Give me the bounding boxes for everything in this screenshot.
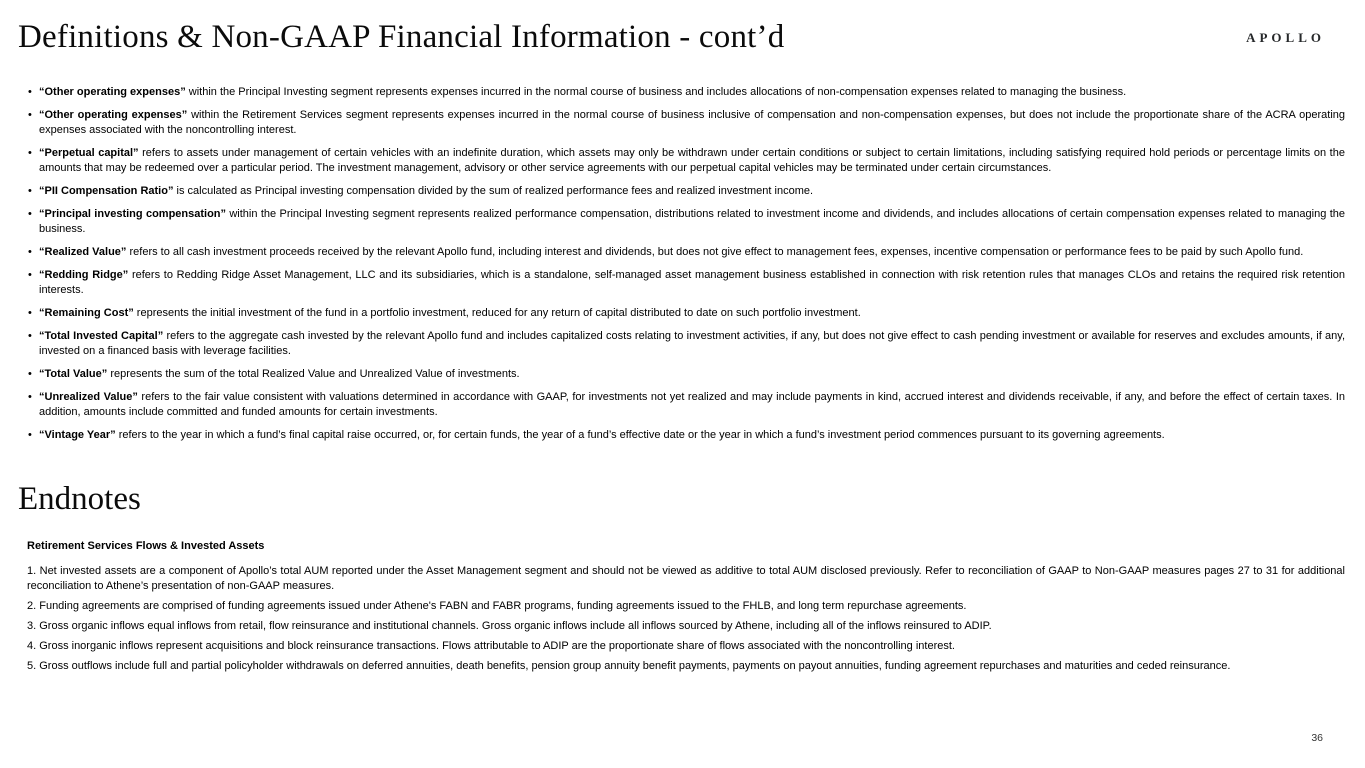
endnotes-list: [27, 564, 1345, 674]
definition-item: [27, 245, 1345, 260]
definition-text: within the Principal Investing segment represents realized performance compensation, distributions related to investment income and dividends, and includes allocations of certain compensation expenses related to managing the business.: [39, 208, 1345, 235]
definition-item: [27, 390, 1345, 420]
endnotes-subheading: Retirement Services Flows & Invested Assets: [27, 540, 265, 552]
definition-item: [27, 367, 1345, 382]
definition-term: “Realized Value”: [39, 246, 127, 258]
definition-term: “Remaining Cost”: [39, 307, 134, 319]
definition-term: “PII Compensation Ratio”: [39, 185, 174, 197]
endnote-item: 2. Funding agreements are comprised of funding agreements issued under Athene's FABN and FABR programs, funding agreements issued to the FHLB, and long term repurchase agreements.: [27, 600, 967, 612]
apollo-logo: APOLLO: [1246, 30, 1325, 45]
definition-item: [27, 146, 1345, 176]
definition-term: “Unrealized Value”: [39, 391, 138, 403]
definition-term: “Redding Ridge”: [39, 269, 129, 281]
endnotes-section: [27, 539, 1345, 674]
definition-term: “Other operating expenses”: [39, 109, 188, 121]
definition-item: [27, 207, 1345, 237]
slide-header: [0, 0, 1365, 58]
definition-text: refers to all cash investment proceeds received by the relevant Apollo fund, including interest and dividends, but does not give effect to management fees, expenses, incentive compensation or performance fees to be paid by such Apollo fund.: [126, 246, 1304, 258]
definition-text: refers to the fair value consistent with valuations determined in accordance with GAAP, for investments not yet realized and may include payments in kind, accrued interest and dividends receivable, if any, and before the effect of certain taxes. In addition, amounts include committed and funded amounts for certain investments.: [39, 391, 1345, 418]
definition-text: within the Principal Investing segment represents expenses incurred in the normal course of business and includes allocations of non-compensation expenses related to managing the business.: [185, 86, 1127, 98]
definition-item: [27, 108, 1345, 138]
endnotes-heading: Endnotes: [18, 481, 141, 517]
definition-term: “Vintage Year”: [39, 429, 116, 441]
definition-text: represents the initial investment of the fund in a portfolio investment, reduced for any return of capital distributed to date on such portfolio investment.: [133, 307, 861, 319]
page-title: Definitions & Non-GAAP Financial Information - cont’d: [18, 19, 785, 55]
definition-term: “Principal investing compensation”: [39, 208, 227, 220]
definition-term: “Total Invested Capital”: [39, 330, 164, 342]
definition-text: refers to assets under management of certain vehicles with an indefinite duration, which assets may only be withdrawn under certain conditions or subject to certain limitations, including satisfying required hold periods or percentage limits on the amounts that may be redeemed over a particular period. The investment management, advisory or other service agreements with our perpetual capital vehicles may be terminated under certain circumstances.: [39, 147, 1345, 174]
definition-text: refers to Redding Ridge Asset Management, LLC and its subsidiaries, which is a standalone, self-managed asset management business established in connection with risk retention rules that manages CLOs and retains the required risk retention interests.: [39, 269, 1345, 296]
endnote-item: 4. Gross inorganic inflows represent acquisitions and block reinsurance transactions. Flows attributable to ADIP are the proportionate share of flows associated with the noncontrolling interest.: [27, 640, 955, 652]
endnote-item: 1. Net invested assets are a component of Apollo’s total AUM reported under the Asset Management segment and should not be viewed as additive to total AUM disclosed previously. Refer to reconciliation of GAAP to Non-GAAP measures pages 27 to 31 for additional reconciliation to Athene’s presentation of non-GAAP measures.: [27, 565, 1345, 592]
definition-text: refers to the year in which a fund’s final capital raise occurred, or, for certain funds, the year of a fund’s effective date or the year in which a fund’s investment period commences pursuant to its governing agreements.: [115, 429, 1165, 441]
definition-text: refers to the aggregate cash invested by the relevant Apollo fund and includes capitalized costs relating to investment activities, if any, but does not give effect to cash pending investment or available for reserves and excludes amounts, if any, invested on a financed basis with leverage facilities.: [39, 330, 1346, 357]
definition-item: [27, 184, 1345, 199]
definition-text: is calculated as Principal investing compensation divided by the sum of realized performance fees and realized investment income.: [173, 185, 814, 197]
endnote-item: 3. Gross organic inflows equal inflows from retail, flow reinsurance and institutional channels. Gross organic inflows include all inflows sourced by Athene, including all of the inflows reinsured to ADIP.: [27, 620, 992, 632]
definition-item: [27, 329, 1345, 359]
definitions-list: [27, 85, 1345, 443]
page-number: 36: [1311, 732, 1323, 744]
definition-item: [27, 85, 1345, 100]
definition-term: “Total Value”: [39, 368, 108, 380]
definition-text: within the Retirement Services segment represents expenses incurred in the normal course of business inclusive of compensation and non-compensation expenses, but does not include the proportionate share of the ACRA operating expenses associated with the noncontrolling interest.: [39, 109, 1345, 136]
definition-term: “Other operating expenses”: [39, 86, 186, 98]
definition-item: [27, 428, 1345, 443]
endnote-item: 5. Gross outflows include full and partial policyholder withdrawals on deferred annuities, death benefits, pension group annuity benefit payments, payments on payout annuities, funding agreement repurchases and maturities and ceded reinsurance.: [27, 660, 1231, 672]
definition-text: represents the sum of the total Realized Value and Unrealized Value of investments.: [107, 368, 520, 380]
definition-item: [27, 268, 1345, 298]
definition-item: [27, 306, 1345, 321]
definition-term: “Perpetual capital”: [39, 147, 139, 159]
